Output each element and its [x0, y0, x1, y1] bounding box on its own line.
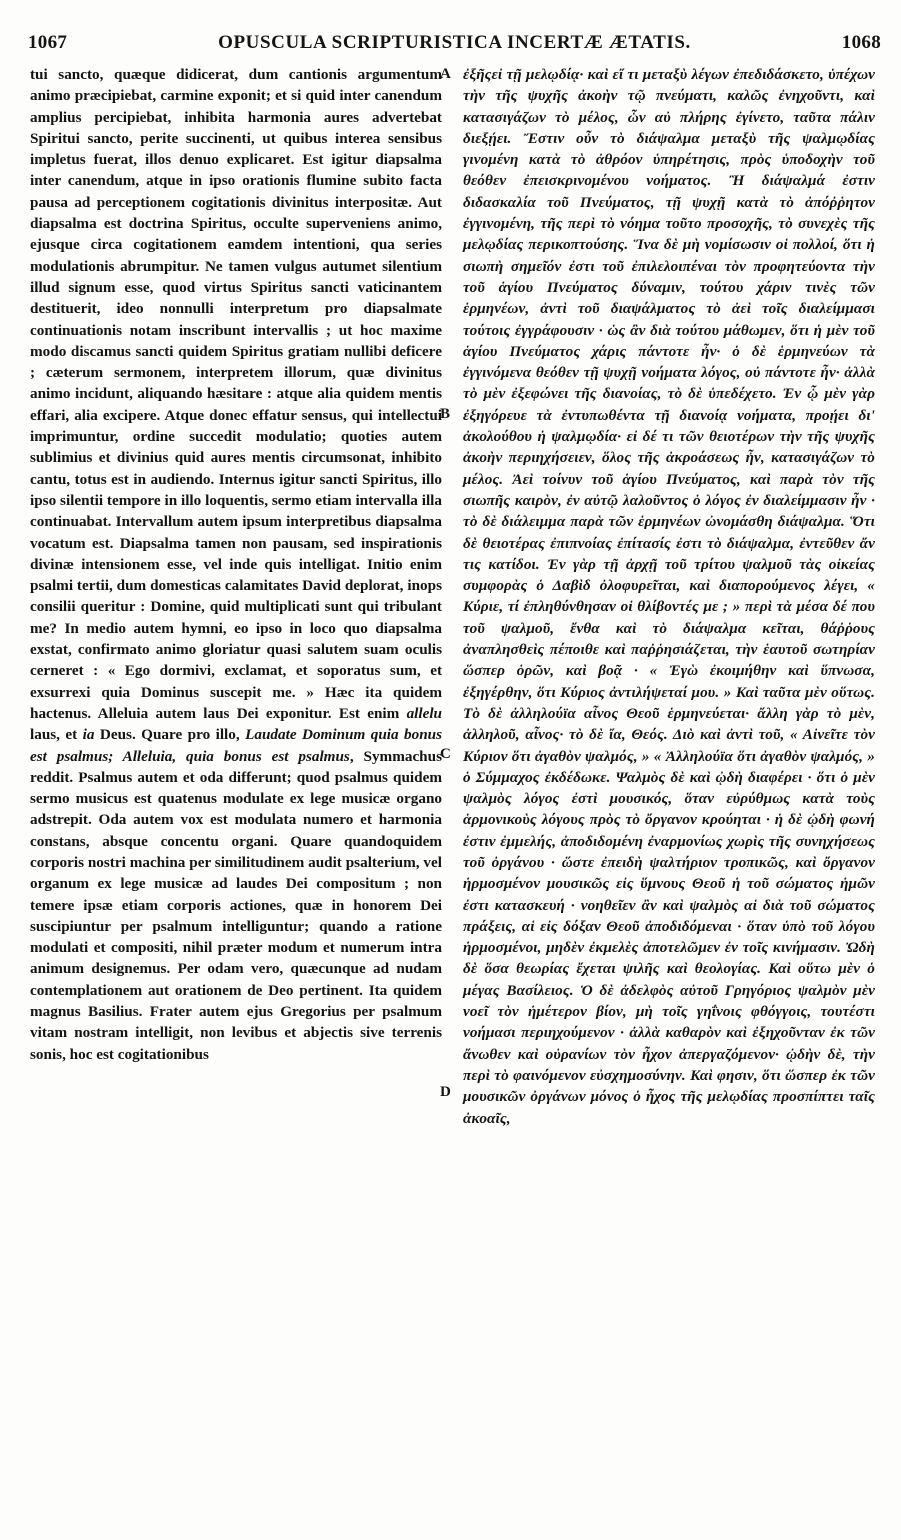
page-header	[26, 28, 883, 62]
latin-paragraph	[30, 64, 442, 1065]
section-marker-c: C	[440, 746, 451, 762]
latin-quote: Laudate Dominum quia bonus est psalmus; Alleluia, quia bonus est psalmus	[30, 726, 442, 765]
latin-text-4: , Symmachus reddit. Psalmus autem et oda differunt; quod psalmus quidem sermo musicus est quatenus modulate ex lege musicæ organo adstrepit. Oda autem vox est modulata numero et harmonia constans, absque concentu organi. Quare quandoquidem corporis nostri machina per similitudinem audit psalterium, vel organum ex lege musicæ ad laudes Dei compositum ; non temere ipsæ etiam corporis actiones, quæ in honorem Dei suscipiuntur per psalmum intelliguntur; quando a ratione modulati et compositi, nihil præter modum et numerum intra animum designemus. Per odam vero, quæcunque ad nudam contemplationem aut orationem de Deo pertinent. Ita quidem magnus Basilius. Frater autem ejus Gregorius per psalmum vitam nostram intelligit, non levibus et abjectis sive terrenis sonis, hoc est cogitationibus	[30, 747, 442, 1063]
greek-column	[463, 64, 875, 1129]
page-number-left: 1067	[28, 32, 68, 53]
section-marker-a: A	[440, 66, 451, 82]
latin-text-3: Deus. Quare pro illo,	[94, 726, 246, 744]
section-marker-b: B	[440, 406, 451, 422]
greek-paragraph: ἐξῆςεἰ τῇ μελῳδίᾳ· καὶ εἴ τι μεταξὺ λέγων ἐπεδιδάσκετο, ὑπέχων τὴν τῆς ψυχῆς ἀκοὴν τῷ πνεύματι, καλῶς ἐνηχοῦντι, καὶ κατασιγάζων τὸ μέλος, ὧν αὐ πλήρης ἐγίνετο, ταῦτα πάλιν διεξῄει. Ἔστιν οὖν τὸ διάψαλμα μεταξὺ τῆς ψαλμῳδίας γινομένη κατὰ τὸ ἀθρόον ὑπηρέτησις, πρὸς ὑποδοχὴν τοῦ θεόθεν ἐπεισκρινομένου νοήματος. Ἢ διάψαλμά ἐστιν διδασκαλία τοῦ Πνεύματος, τῇ ψυχῇ κατὰ τὸ ἀπόῤῥητον ἐγγινομένη, τῆς περὶ τὸ νόημα τοῦτο προσοχῆς, τὸ συνεχὲς τῆς μελῳδίας περικοπτούσης. Ἵνα δὲ μὴ νομίσωσιν οἱ πολλοί, ὅτι ἡ σιωπὴ σημεῖόν ἐστι τοῦ ἐπιλελοιπέναι τὸν προφητεύοντα τὴν τοῦ ἁγίου Πνεύματος δύναμιν, τούτου χάριν τινὲς τῶν ἑρμηνέων, ἀντὶ τοῦ διαψάλματος τὸ ἀεὶ τοῖς διαλείμμασι τούτοις ἐγγράφουσιν · ὡς ἂν διὰ τούτου μάθωμεν, ὅτι ἡ μὲν τοῦ ἁγίου Πνεύματος χάρις πάντοτε ἦν· ὁ δὲ ἑρμηνεύων τὰ ἐγγινόμενα θεόθεν τῇ ψυχῇ νοήματα λόγος, οὐ πάντοτε ἦν· ἀλλὰ τὸ μὲν ἐξεφώνει τῆς διανοίας, τὸ δὲ ὑπεδέχετο. Ἐν ᾧ μὲν γὰρ ἐξηγόρευε τὰ ἐντυπωθέντα τῇ διανοίᾳ νοήματα, προῄει δι' ἀκολούθου ἡ ψαλμῳδία· εἰ δέ τι τῶν θειοτέρων τὴν τῆς ψυχῆς ἀκοὴν περιηχήσειεν, ὅλος τῆς ἀκροάσεως ἦν, κατασιγάζων τὸ μέλος. Ἀεὶ τοίνυν τοῦ ἁγίου Πνεύματος, καὶ παρὰ τὸν τῆς σιωπῆς καιρὸν, ἐν αὐτῷ λαλοῦντος ὁ λόγος ἐν διαλείμμασιν ἦν · τὸ δὲ διάλειμμα παρὰ τῶν ἑρμηνέων ὠνομάσθη διάψαλμα. Ὅτι δὲ θειοτέρας ἐπιπνοίας ἐπίτασίς ἐστι τὸ διάψαλμα, ἐντεῦθεν ἄν τις κατίδοι. Ἐν γὰρ τῇ ἀρχῇ τοῦ τρίτου ψαλμοῦ τὰς οἰκείας συμφορὰς ὁ Δαβὶδ ὀλοφυρεῖται, καὶ διαπορούμενος λέγει, « Κύριε, τί ἐπληθύνθησαν οἱ θλίβοντές με ; » περὶ τὰ μέσα δέ που τοῦ ψαλμοῦ, ἔνθα καὶ τὸ διάψαλμα κεῖται, θάῤῥους ἀναπλησθεὶς πέποιθε καὶ παῤῥησιάζεται, τὴν ἑαυτοῦ σωτηρίαν ὥσπερ ὁρῶν, καὶ βοᾷ · « Ἐγὼ ἐκοιμήθην καὶ ὕπνωσα, ἐξηγέρθην, ὅτι Κύριος ἀντιλήψεταί μου. » Καὶ ταῦτα μὲν οὕτως. Τὸ δὲ ἀλληλούϊα αἶνος Θεοῦ ἑρμηνεύεται· ἄλλη γὰρ τὸ μὲν, ἀλληλοῦ, αἶνος· τὸ δὲ ἴα, Θεός. Διὸ καὶ ἀντὶ τοῦ, « Αἰνεῖτε τὸν Κύριον ὅτι ἀγαθὸν ψαλμός, » « Ἀλληλούϊα ὅτι ἀγαθὸν ψαλμός, » ὁ Σύμμαχος ἐκδέδωκε. Ψαλμὸς δὲ καὶ ᾠδὴ διαφέρει · ὅτι ὁ μὲν ψαλμὸς λόγος ἐστὶ μουσικός, ὅταν εὐρύθμως κατὰ τοὺς ἁρμονικοὺς λόγους πρὸς τὸ ὄργανον κρούηται · ἡ δὲ ᾠδὴ φωνή ἐστιν ἐμμελής, ἀποδιδομένη ἐναρμονίως χωρὶς τῆς συνηχήσεως τοῦ ὀργάνου · ὥστε ἐπειδὴ ψαλτήριον τροπικῶς, καὶ ὄργανον ἡρμοσμένον μουσικῶς εἰς ὕμνους Θεοῦ ἡ τοῦ σώματος ἡμῶν ἐστι κατασκευή · νοηθεῖεν ἂν καὶ ψαλμὸς αἱ διὰ τοῦ σώματος πράξεις, αἱ εἰς δόξαν Θεοῦ ἀποδιδόμεναι · ὅταν ὑπὸ τοῦ λόγου ἡρμοσμένοι, μηδὲν ἐκμελὲς ἀποτελῶμεν ἐν τοῖς κινήμασιν. Ὠδὴ δὲ ὅσα θεωρίας ἔχεται ψιλῆς καὶ θεολογίας. Καὶ οὕτω μὲν ὁ μέγας Βασίλειος. Ὁ δὲ ἀδελφὸς αὐτοῦ Γρηγόριος ψαλμὸν μὲν νοεῖ τὸν ἡμέτερον βίον, μὴ τοῖς γηΐνοις φθόγγοις, τουτέστι νοήμασι περιηχούμενον · ἀλλὰ καθαρὸν καὶ ἐξηχοῦνταν ἐκ τῶν ἄνωθεν καὶ οὐρανίων τὸν ἦχον ἀπεργαζόμενον· ᾠδὴν δὲ, τὴν περὶ τὸ φαινόμενον εὐσχημοσύνην. Καὶ φησιν, ὅτι ὥσπερ ἐκ τῶν μουσικῶν ὀργάνων μόνος ὁ ἦχος τῆς μελῳδίας προσπίπτει ταῖς ἀκοαῖς,	[463, 66, 875, 1127]
latin-word-ia: ia	[82, 726, 95, 744]
latin-text-2: laus, et	[30, 726, 83, 744]
latin-word-allelu: allelu	[406, 704, 443, 722]
section-marker-d: D	[440, 1084, 451, 1100]
latin-text-1: tui sancto, quæque didicerat, dum cantionis argumentum animo præcipiebat, carmine exponit; et si quid inter canendum amplius percipiebat, inhibita harmonia aures advertebat Spiritui sancto, perite succinenti, ut quibus interea sensibus impletus fuerat, illos denuo explicaret. Est igitur diapsalma inter canendum, atque in ipso orationis flumine subito facta pausa ad perceptionem cogitationis divinitus interpositæ. Aut diapsalma est doctrina Spiritus, occulte superveniens animo, ejusque circa cogitationem eamdem intentioni, qua series modulationis abrumpitur. Ne tamen vulgus autumet silentium illud signum esse, quod virtus Spiritus sancti vaticinantem destituerit, ideo nonnulli interpretum pro diapsalmate continuationis notam inscribunt intervallis ; ut hoc maxime modo discamus sancti quidem Spiritus gratiam nullibi deficere ; cæterum sermonem, interpretem illorum, quæ divinitus animo incidunt, aliquando hæsitare : atque alia quidem mentis effari, alia excipere. Atque donec effatur sensus, qui intellectui imprimuntur, ordine succedit modulatio; quoties autem sublimius et divinius quid aures mentis circumsonat, inhibito cantu, totus est in audiendo. Internus igitur sancti Spiritus, illo ipso silentii tempore in illo loquentis, sermo etiam intervalla illa continuabat. Intervallum autem ipsum interpretibus diapsalma vocatum est. Diapsalma tamen non pausam, sed inspirationis divinæ intensionem esse, vel inde quis intelligat. Initio enim psalmi tertii, dum domesticas calamitates David deplorat, inops consilii queritur : Domine, quid multiplicati sunt qui tribulant me? In medio autem hymni, eo ipso in loco quo diapsalma exstat, confirmato animo gloriatur quasi salutem suam oculis cerneret : « Ego dormivi, exclamat, et soporatus sum, et exsurrexi quia Dominus suscepit me. » Hæc ita quidem hactenus. Alleluia autem laus Dei exponitur. Est enim	[30, 66, 442, 722]
running-title: OPUSCULA SCRIPTURISTICA INCERTÆ ÆTATIS.	[218, 32, 691, 53]
latin-column	[30, 64, 442, 1065]
page-number-right: 1068	[841, 32, 881, 53]
